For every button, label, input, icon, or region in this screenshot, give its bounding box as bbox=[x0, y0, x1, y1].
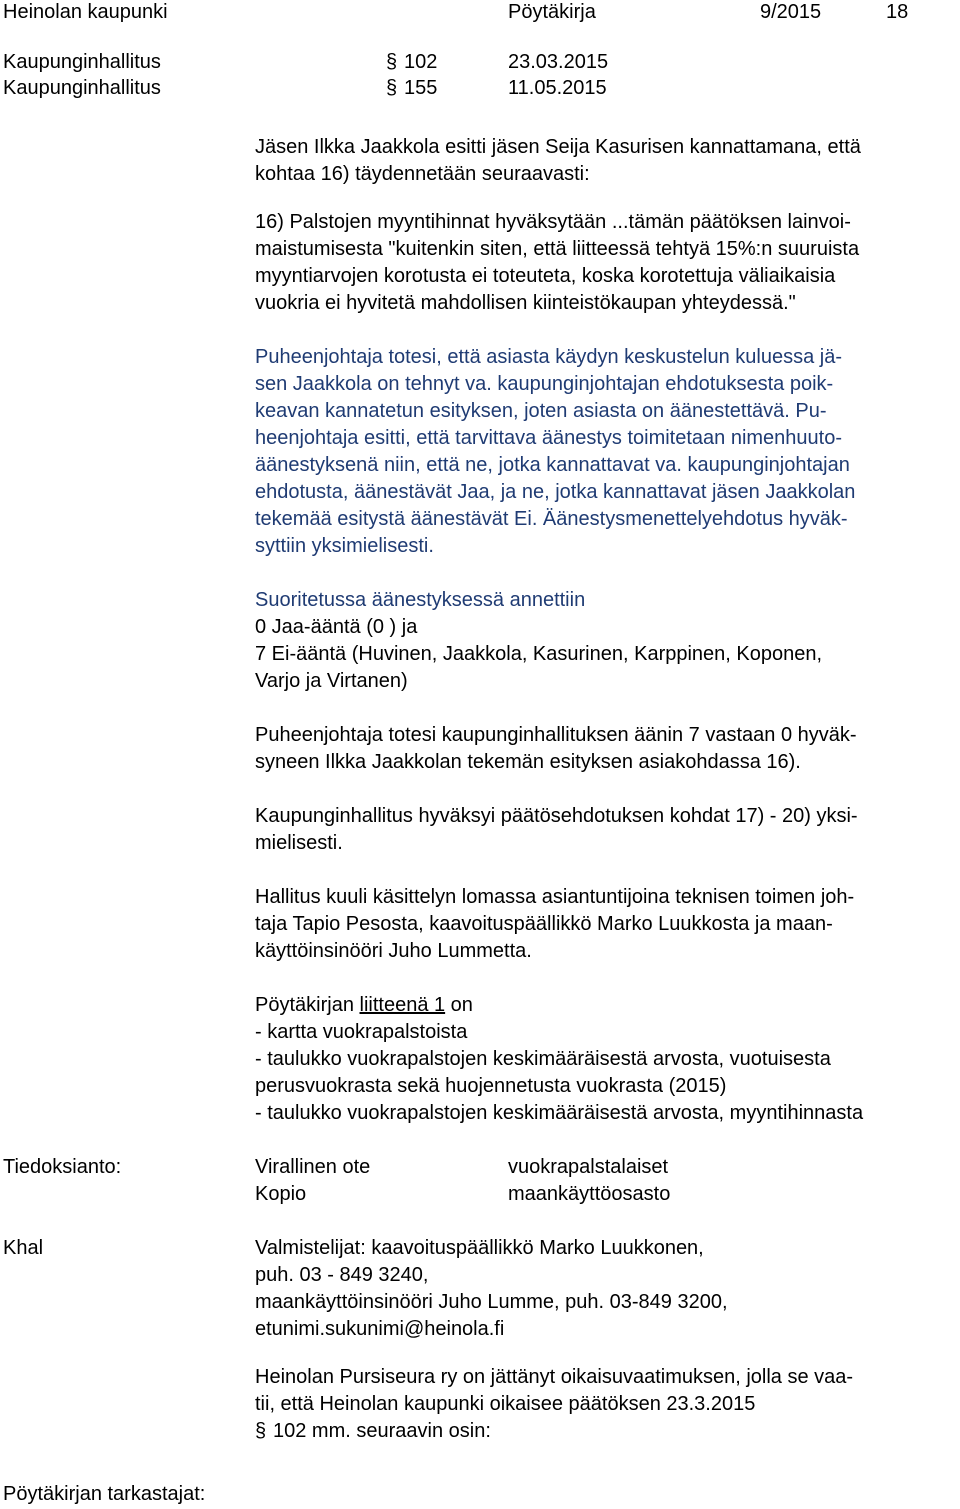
text-line: heenjohtaja esitti, että tarvittava äänestys toimitetaan nimenhuuto- bbox=[255, 427, 843, 449]
meeting-date: 23.03.2015 bbox=[508, 51, 609, 73]
section-sign: § bbox=[386, 51, 398, 73]
text-line: Hallitus kuuli käsittelyn lomassa asiantuntijoina teknisen toimen joh- bbox=[255, 886, 855, 908]
section-sign: § bbox=[255, 1420, 267, 1442]
distribution-type: Virallinen ote bbox=[255, 1156, 371, 1178]
text-line: Puheenjohtaja totesi, että asiasta käydyn keskustelun kuluessa jä- bbox=[255, 346, 843, 368]
text-line: käyttöinsinööri Juho Lummetta. bbox=[255, 940, 532, 962]
text-line: keavan kannatetun esityksen, joten asiasta on äänestettävä. Pu- bbox=[255, 400, 827, 422]
attachment-item: - kartta vuokrapalstoista bbox=[255, 1021, 468, 1043]
distribution-type: Kopio bbox=[255, 1183, 307, 1205]
text-line: 0 Jaa-ääntä (0 ) ja bbox=[255, 616, 418, 638]
document-number: 9/2015 bbox=[760, 1, 822, 23]
text-line: Varjo ja Virtanen) bbox=[255, 670, 408, 692]
attachments-suffix: on bbox=[445, 994, 473, 1016]
attachment-item: perusvuokrasta sekä huojennetusta vuokrasta (2015) bbox=[255, 1075, 727, 1097]
distribution-recipient: maankäyttöosasto bbox=[508, 1183, 671, 1205]
attachments-prefix: Pöytäkirjan bbox=[255, 994, 360, 1016]
text-line: 7 Ei-ääntä (Huvinen, Jaakkola, Kasurinen, Karppinen, Koponen, bbox=[255, 643, 823, 665]
preparer-line: puh. 03 - 849 3240, bbox=[255, 1264, 429, 1286]
text-line: taja Tapio Pesosta, kaavoituspäällikkö Marko Luukkosta ja maan- bbox=[255, 913, 833, 935]
attachment-item: - taulukko vuokrapalstojen keskimääräisestä arvosta, vuotuisesta bbox=[255, 1048, 831, 1070]
section-sign: § bbox=[386, 77, 398, 99]
text-line: myyntiarvojen korotusta ei toteuteta, koska korotettuja väliaikaisia bbox=[255, 265, 836, 287]
text-line: äänestyksenä niin, että ne, jotka kannattavat va. kaupunginjohtajan bbox=[255, 454, 850, 476]
distribution-label: Tiedoksianto: bbox=[3, 1156, 122, 1178]
preparer-line: maankäyttöinsinööri Juho Lumme, puh. 03-849 3200, bbox=[255, 1291, 728, 1313]
text-line: mielisesti. bbox=[255, 832, 343, 854]
meeting-body: Kaupunginhallitus bbox=[3, 51, 161, 73]
text-line: kohtaa 16) täydennetään seuraavasti: bbox=[255, 163, 590, 185]
text-line: 16) Palstojen myyntihinnat hyväksytään ...tämän päätöksen lainvoi- bbox=[255, 211, 851, 233]
attachment-link[interactable]: liitteenä 1 bbox=[359, 994, 446, 1016]
text-line: ehdotusta, äänestävät Jaa, ja ne, jotka kannattavat jäsen Jaakkolan bbox=[255, 481, 856, 503]
preparer-label: Khal bbox=[3, 1237, 44, 1259]
text-line: tii, että Heinolan kaupunki oikaisee päätöksen 23.3.2015 bbox=[255, 1393, 756, 1415]
text-line: Kaupunginhallitus hyväksyi päätösehdotuksen kohdat 17) - 20) yksi- bbox=[255, 805, 858, 827]
text-line: syneen Ilkka Jaakkolan tekemän esityksen asiakohdassa 16). bbox=[255, 751, 801, 773]
attachment-item: - taulukko vuokrapalstojen keskimääräisestä arvosta, myyntihinnasta bbox=[255, 1102, 864, 1124]
reviewers-label: Pöytäkirjan tarkastajat: bbox=[3, 1483, 206, 1505]
distribution-recipient: vuokrapalstalaiset bbox=[508, 1156, 669, 1178]
text-line: 102 mm. seuraavin osin: bbox=[273, 1420, 491, 1442]
text-line: Heinolan Pursiseura ry on jättänyt oikaisuvaatimuksen, jolla se vaa- bbox=[255, 1366, 854, 1388]
text-line: Suoritetussa äänestyksessä annettiin bbox=[255, 589, 586, 611]
document-type: Pöytäkirja bbox=[508, 1, 596, 23]
text-line: syttiin yksimielisesti. bbox=[255, 535, 434, 557]
text-line: maistumisesta "kuitenkin siten, että liitteessä tehtyä 15%:n suuruista bbox=[255, 238, 860, 260]
text-line: sen Jaakkola on tehnyt va. kaupunginjohtajan ehdotuksesta poik- bbox=[255, 373, 834, 395]
section-number: 155 bbox=[404, 77, 438, 99]
text-line: tekemää esitystä äänestävät Ei. Äänestysmenettelyehdotus hyväk- bbox=[255, 508, 848, 530]
attachments-intro bbox=[255, 995, 473, 1015]
page-number: 18 bbox=[886, 1, 909, 23]
text-line: Puheenjohtaja totesi kaupunginhallituksen äänin 7 vastaan 0 hyväk- bbox=[255, 724, 857, 746]
organization-name: Heinolan kaupunki bbox=[3, 1, 168, 23]
preparer-line: Valmistelijat: kaavoituspäällikkö Marko Luukkonen, bbox=[255, 1237, 704, 1259]
section-number: 102 bbox=[404, 51, 438, 73]
text-line: Jäsen Ilkka Jaakkola esitti jäsen Seija Kasurisen kannattamana, että bbox=[255, 136, 861, 158]
meeting-body: Kaupunginhallitus bbox=[3, 77, 161, 99]
preparer-email: etunimi.sukunimi@heinola.fi bbox=[255, 1318, 505, 1340]
text-line: vuokria ei hyvitetä mahdollisen kiinteistökaupan yhteydessä." bbox=[255, 292, 796, 314]
meeting-date: 11.05.2015 bbox=[508, 77, 607, 99]
